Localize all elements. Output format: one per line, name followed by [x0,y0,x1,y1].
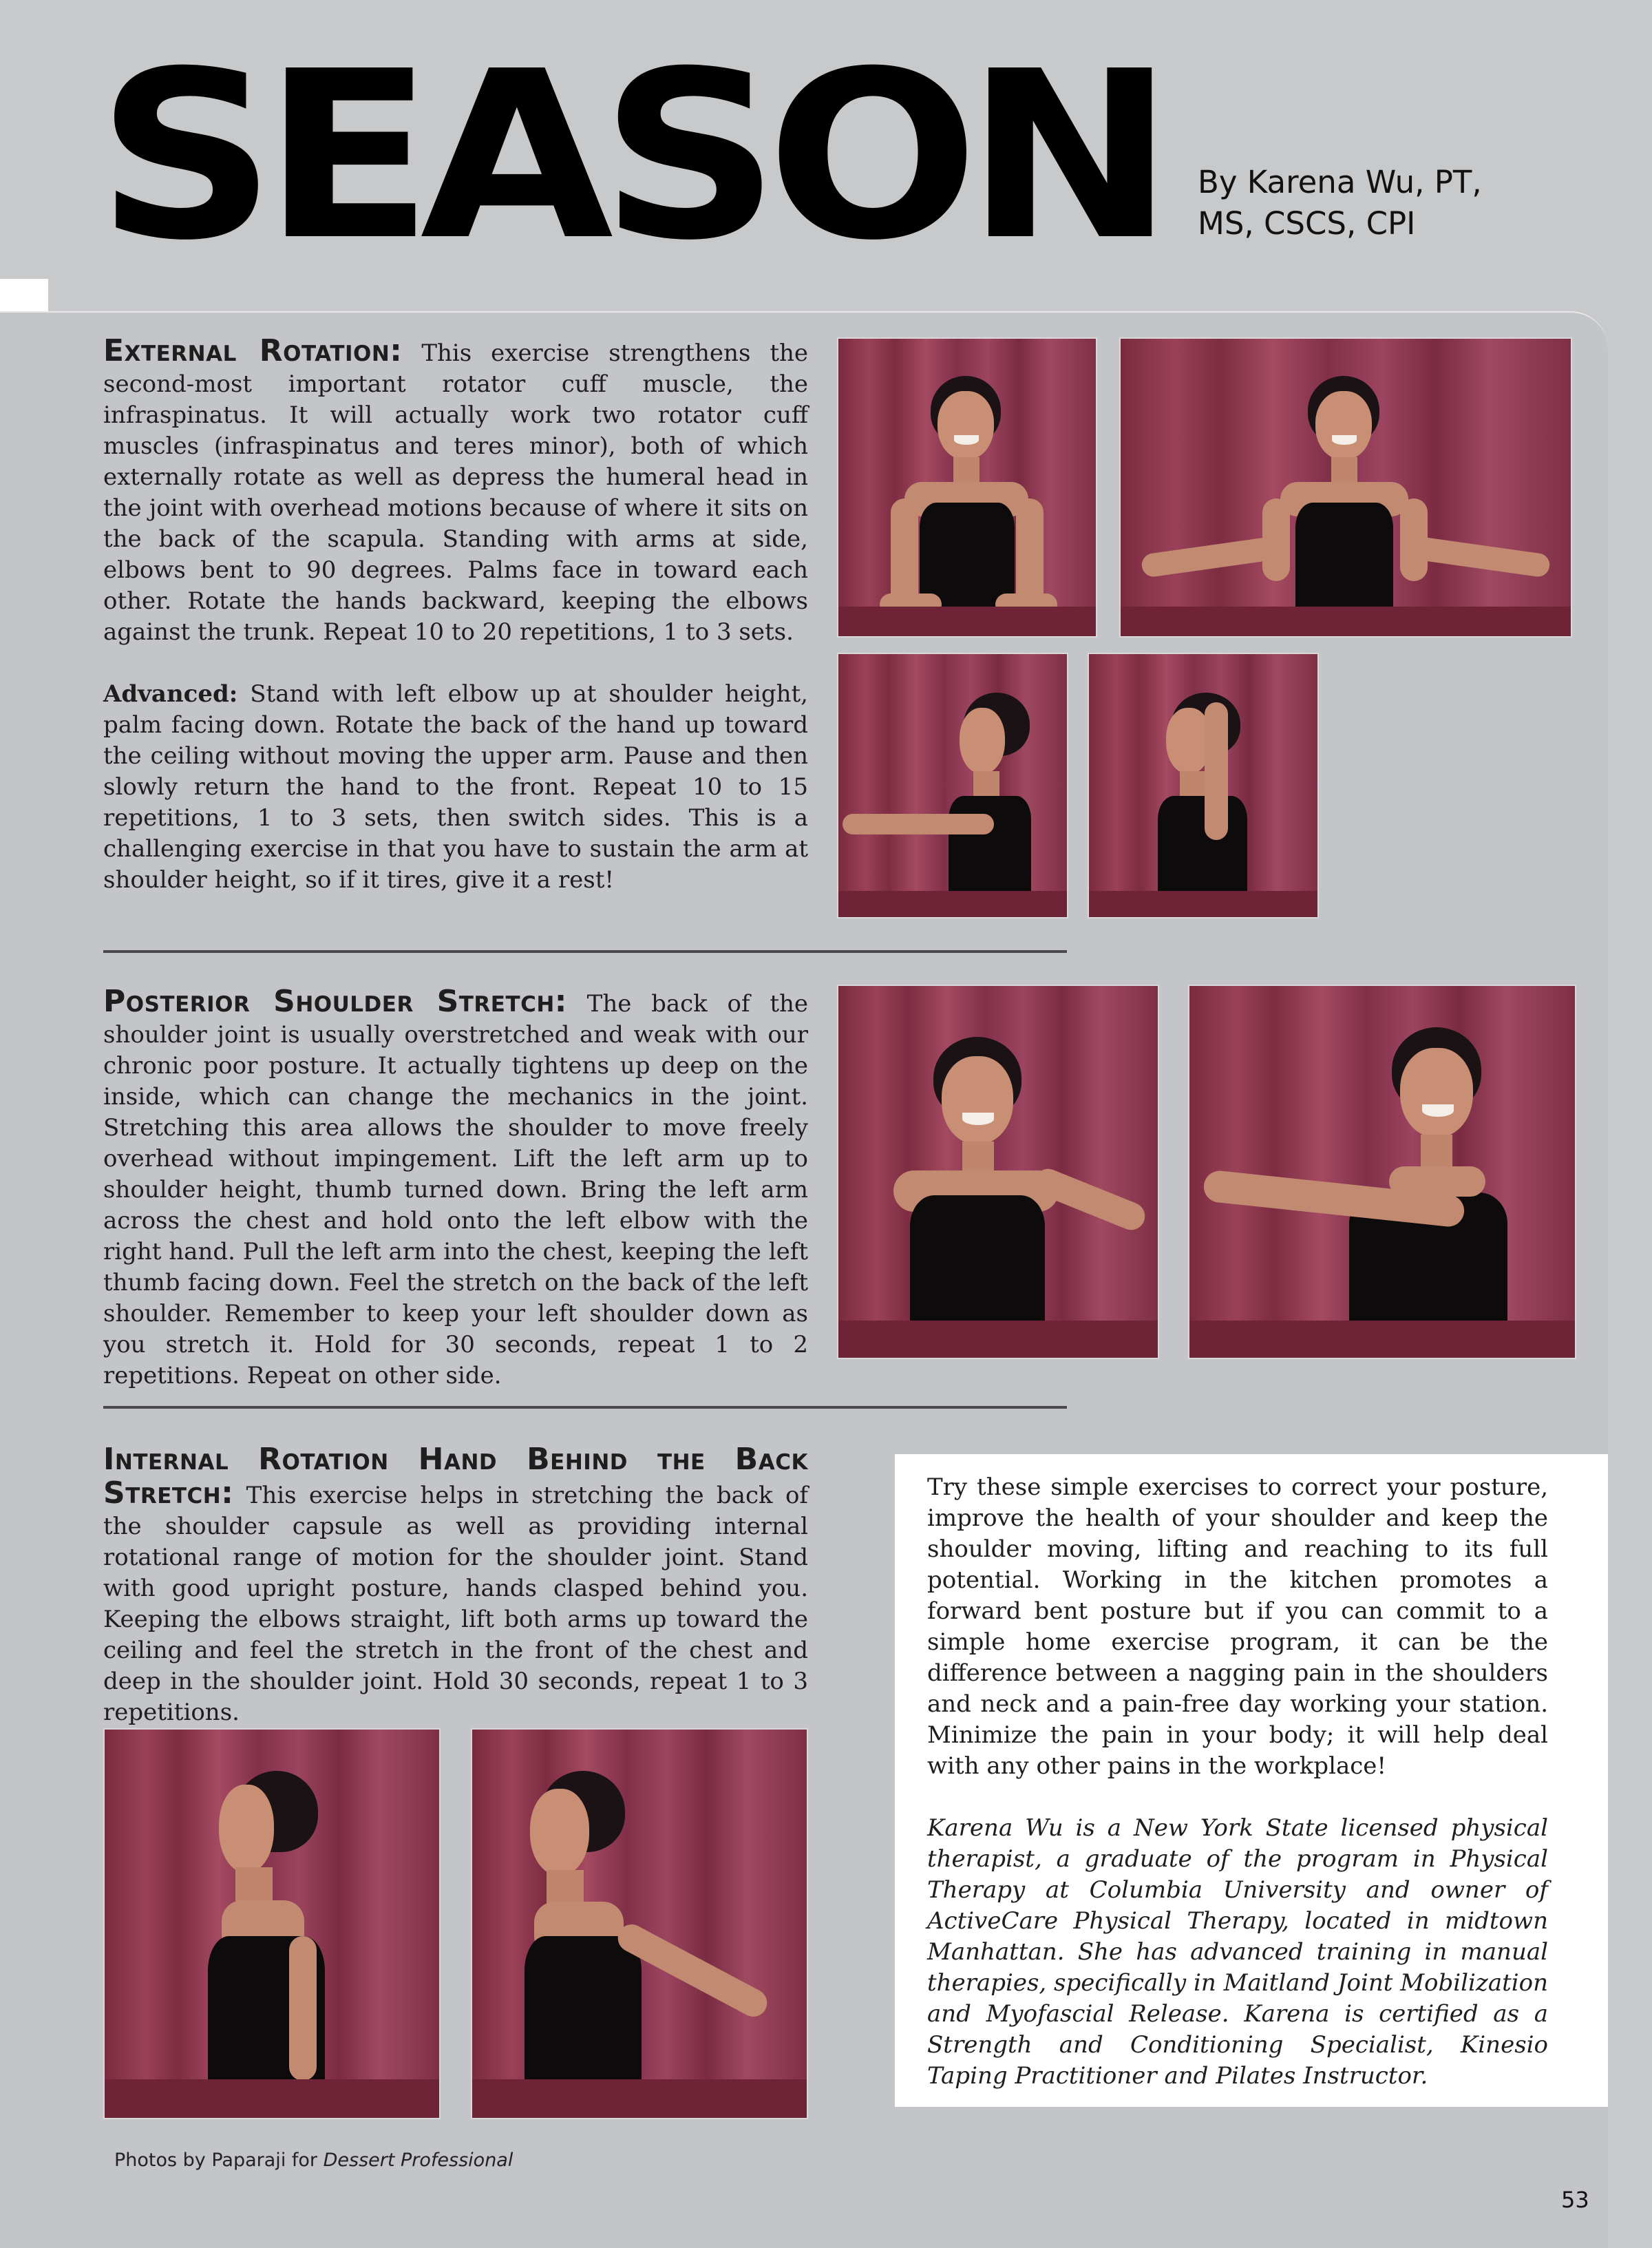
byline [1198,162,1482,244]
advanced-text: Stand with left elbow up at shoulder height, palm facing down. Rotate the back of the hand up toward the ceiling without moving the upper arm. Pause and then slowly return the hand to the front. Repeat 10 to 15 repetitions, 1 to 3 sets, then switch sides. This is a challenging exercise in that you have to sustain the arm at shoulder height, so if it tires, give it a rest! [103,680,808,894]
section-divider-1 [103,950,1067,953]
author-bio: Karena Wu is a New York State licensed physical therapist, a graduate of the program in Physical Therapy at Columbia University and owner of ActiveCare Physical Therapy, located in midtown Manhattan. She has advanced training in manual therapies, specifically in Maitland Joint Mobilization and Myofascial Release. Karena is certified as a Strength and Conditioning Specialist, Kinesio Taping Practitioner and Pilates Instructor. [927,1814,1548,2090]
byline-line-2: MS, CSCS, CPI [1198,205,1416,242]
external-rotation-text: This exercise strengthens the second-most important rotator cuff muscle, the infraspinatus. It will actually work two rotator cuff muscles (infraspinatus and teres minor), both of which externally rotate as well as depress the humeral head in the joint with overhead motions because of where it sits on the back of the scapula. Standing with arms at side, elbows bent to 90 degrees. Palms face in toward each other. Rotate the hands backward, keeping the elbows against the trunk. Repeat 10 to 20 repetitions, 1 to 3 sets. [103,339,808,646]
page-header [0,0,1652,291]
page-number: 53 [1561,2187,1589,2213]
photo-credit [114,2150,513,2171]
page-title: SEASON [96,22,1161,291]
photo-external-rotation-end [1119,337,1572,638]
posterior-shoulder-section [103,986,808,1391]
photo-external-rotation-start [837,337,1097,638]
external-rotation-heading: External Rotation: [103,333,403,368]
photo-internal-rotation-start [103,1728,441,2119]
photo-credit-publication: Dessert Professional [323,2150,513,2171]
photo-posterior-stretch-end [1188,985,1576,1359]
posterior-shoulder-text: The back of the shoulder joint is usually overstretched and weak with our chronic poor posture. It actually tightens up deep on the inside, which can change the mechanics in the joint. Stretching this area allows the shoulder to move freely overhead without impingement. Lift the left arm up to shoulder height, thumb turned down. Bring the left arm across the chest and hold onto the left elbow with the right hand. Pull the left arm into the chest, keeping the left thumb facing down. Feel the stretch on the back of the left shoulder. Remember to keep your left shoulder down as you stretch it. Hold for 30 seconds, repeat 1 to 2 repetitions. Repeat on other side. [103,990,808,1389]
internal-rotation-section [103,1444,808,1728]
advanced-label: Advanced: [103,680,238,708]
posterior-shoulder-heading: Posterior Shoulder Stretch: [103,984,567,1019]
closing-paragraph: Try these simple exercises to correct your posture, improve the health of your shoulder and keep the shoulder moving, lifting and reaching to its full potential. Working in the kitchen promotes a forward bent posture but if you can commit to a simple home exercise program, it can be the difference between a nagging pain in the shoulders and neck and a pain-free day working your station. Minimize the pain in your body; it will help deal with any other pains in the workplace! [927,1473,1548,1780]
external-rotation-section [103,335,808,896]
photo-advanced-end [1088,653,1319,918]
byline-line-1: By Karena Wu, PT, [1198,164,1482,200]
closing-section [927,1472,1548,2092]
section-divider-2 [103,1406,1067,1409]
photo-internal-rotation-end [471,1728,808,2119]
photo-credit-prefix: Photos by Paparaji for [114,2150,324,2171]
photo-posterior-stretch-start [837,985,1159,1359]
photo-advanced-start [837,653,1068,918]
internal-rotation-heading: Internal Rotation Hand Behind the Back Stretch: [103,1442,808,1511]
internal-rotation-text: This exercise helps in stretching the back of the shoulder capsule as well as providing internal rotational range of motion for the shoulder joint. Stand with good upright posture, hands clasped behind you. Keeping the elbows straight, lift both arms up toward the ceiling and feel the stretch in the front of the chest and deep in the shoulder joint. Hold 30 seconds, repeat 1 to 3 repetitions. [103,1482,808,1726]
